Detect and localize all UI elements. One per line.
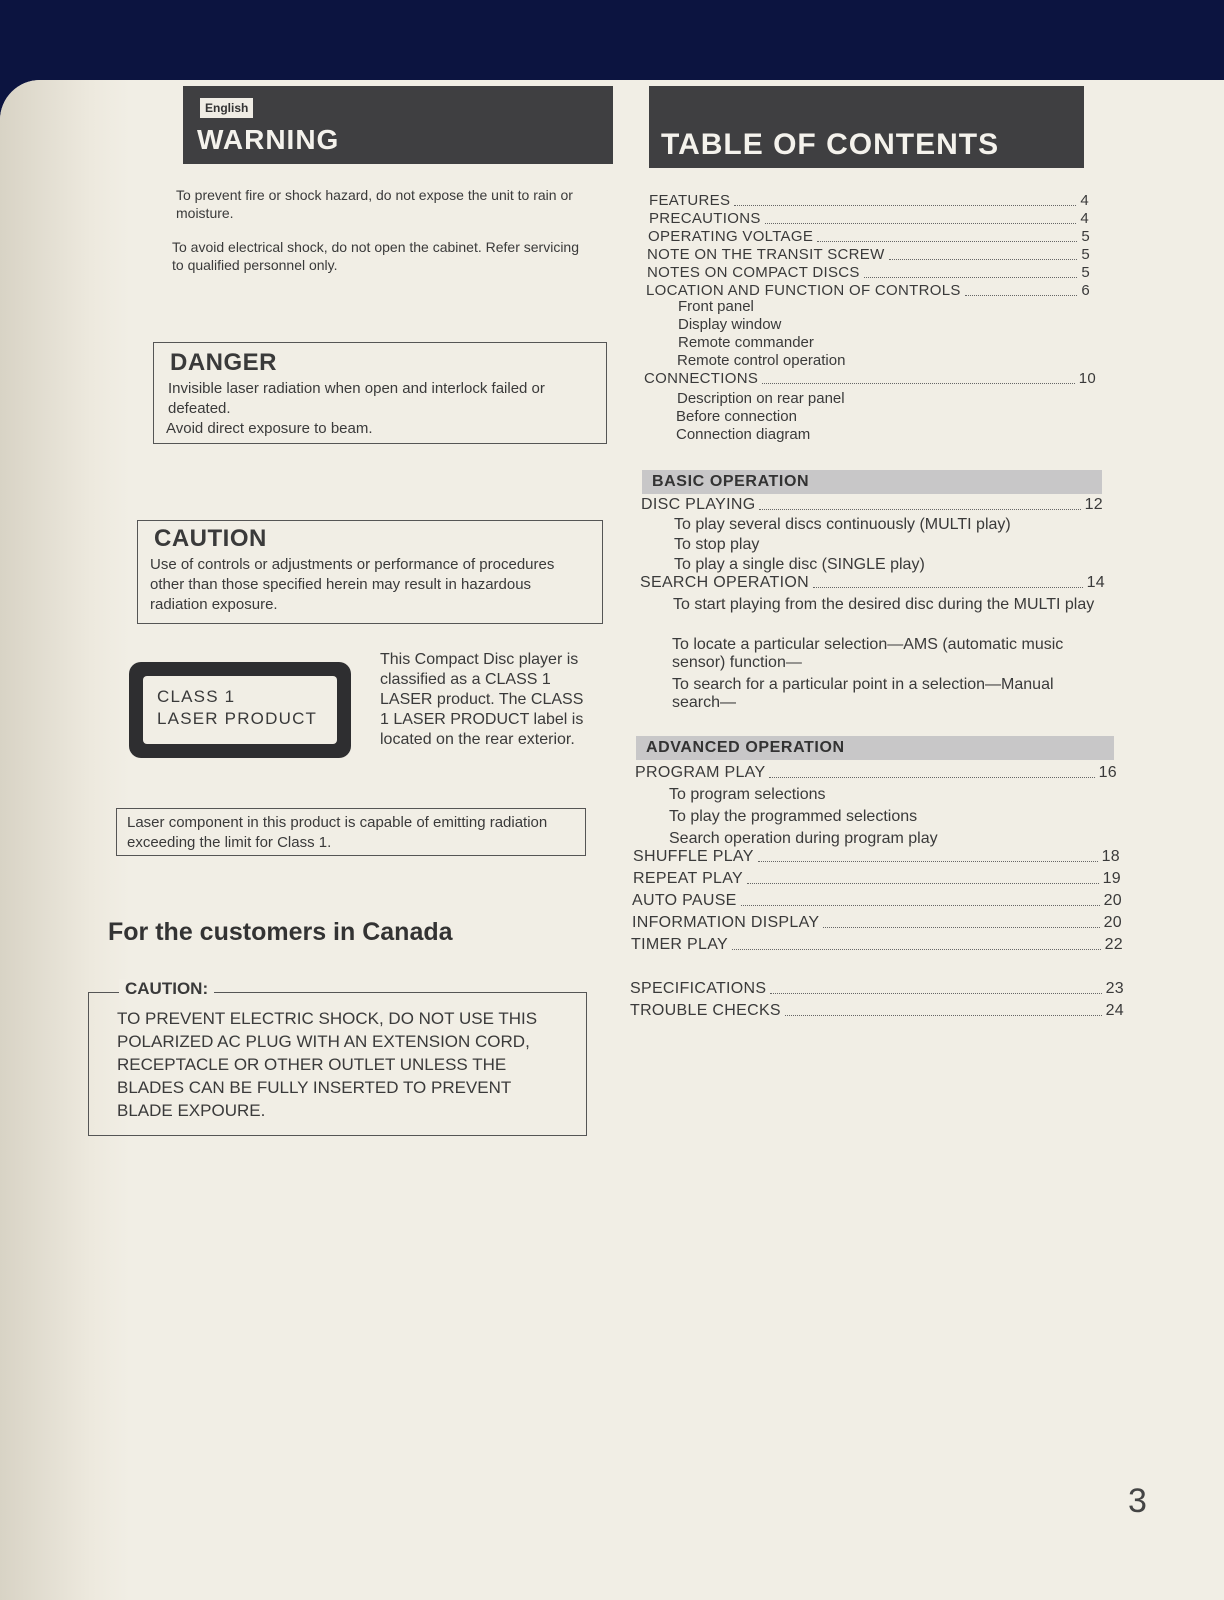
toc-entry: DISC PLAYING 12: [641, 496, 1103, 513]
toc-entry: SHUFFLE PLAY 18: [633, 848, 1120, 865]
class1-label-line-1: CLASS 1: [157, 687, 236, 706]
toc-subentry: To locate a particular selection—AMS (automatic music sensor) function—: [672, 636, 1064, 671]
toc-entry: TIMER PLAY 22: [631, 936, 1123, 953]
class1-description: This Compact Disc player is classified as a CLASS 1 LASER product. The CLASS 1 LASER PRODUCT label is located on the rear exterior.: [380, 651, 584, 748]
book-spine-shadow: [0, 80, 130, 1600]
toc-subentry: Remote commander: [678, 334, 814, 351]
toc-entry: INFORMATION DISPLAY 20: [632, 914, 1122, 931]
class1-label-line-2: LASER PRODUCT: [157, 709, 318, 728]
toc-entry: LOCATION AND FUNCTION OF CONTROLS 6: [646, 282, 1090, 299]
toc-subentry: To program selections: [669, 786, 826, 803]
toc-subentry: To stop play: [674, 536, 760, 553]
toc-title: TABLE OF CONTENTS: [661, 128, 1000, 161]
page-number: 3: [1128, 1482, 1147, 1520]
toc-header: [649, 86, 1084, 168]
toc-subentry: Front panel: [678, 298, 754, 315]
toc-entry: CONNECTIONS 10: [644, 370, 1096, 387]
caution-body: Use of controls or adjustments or performance of procedures other than those specified herein may result in hazardous radiation exposure.: [150, 556, 555, 613]
advanced-operation-bar: ADVANCED OPERATION: [636, 736, 1114, 760]
danger-title: DANGER: [170, 349, 278, 376]
toc-subentry: Search operation during program play: [669, 830, 938, 847]
toc-entry: REPEAT PLAY 19: [633, 870, 1121, 887]
warning-text-1: To prevent fire or shock hazard, do not expose the unit to rain or moisture.: [176, 187, 573, 221]
laser-note-box: Laser component in this product is capable of emitting radiation exceeding the limit for Class 1.: [116, 808, 586, 856]
toc-entry: TROUBLE CHECKS 24: [630, 1002, 1124, 1019]
class1-label-inner: [143, 676, 337, 744]
toc-entry: AUTO PAUSE 20: [632, 892, 1122, 909]
toc-subentry: To play a single disc (SINGLE play): [674, 556, 925, 573]
warning-text-2: To avoid electrical shock, do not open the cabinet. Refer servicing to qualified personnel only.: [172, 239, 580, 273]
toc-subentry: To play the programmed selections: [669, 808, 918, 825]
toc-subentry: Connection diagram: [676, 426, 811, 443]
canada-caution-title: CAUTION:: [119, 979, 214, 999]
warning-header: [183, 86, 613, 164]
danger-line-1: Invisible laser radiation when open and interlock failed or defeated.: [168, 380, 545, 417]
language-tag: English: [200, 98, 253, 118]
toc-entry: SPECIFICATIONS 23: [630, 980, 1124, 997]
class1-laser-label: [129, 662, 351, 758]
toc-entry: OPERATING VOLTAGE 5: [648, 228, 1090, 245]
danger-line-2: Avoid direct exposure to beam.: [166, 420, 373, 437]
caution-box: [137, 520, 603, 624]
toc-subentry: To start playing from the desired disc during the MULTI play: [673, 596, 1095, 613]
toc-entry: FEATURES 4: [649, 192, 1089, 209]
toc-entry: PRECAUTIONS 4: [649, 210, 1089, 227]
toc-subentry: Before connection: [676, 408, 797, 425]
warning-title: WARNING: [197, 124, 340, 155]
basic-operation-bar: BASIC OPERATION: [642, 470, 1102, 494]
toc-entry: NOTE ON THE TRANSIT SCREW 5: [647, 246, 1090, 263]
danger-box: [153, 342, 607, 444]
toc-subentry: To play several discs continuously (MULTI play): [674, 516, 1011, 533]
toc-entry: NOTES ON COMPACT DISCS 5: [647, 264, 1090, 281]
toc-entry: PROGRAM PLAY 16: [635, 764, 1117, 781]
manual-page: [0, 80, 1224, 1600]
canada-caution-box: [88, 979, 587, 1136]
toc-subentry: Remote control operation: [677, 352, 846, 369]
canada-heading: For the customers in Canada: [108, 918, 453, 946]
toc-subentry: Description on rear panel: [677, 390, 845, 407]
caution-title: CAUTION: [154, 525, 267, 552]
toc-entry: SEARCH OPERATION 14: [640, 574, 1105, 591]
toc-subentry: Display window: [678, 316, 782, 333]
toc-subentry: To search for a particular point in a selection—Manual search—: [672, 676, 1054, 711]
canada-caution-body: TO PREVENT ELECTRIC SHOCK, DO NOT USE THIS POLARIZED AC PLUG WITH AN EXTENSION CORD, RECEPTACLE OR OTHER OUTLET UNLESS THE BLADES CAN BE FULLY INSERTED TO PREVENT BLADE EXPOURE.: [117, 1009, 538, 1120]
